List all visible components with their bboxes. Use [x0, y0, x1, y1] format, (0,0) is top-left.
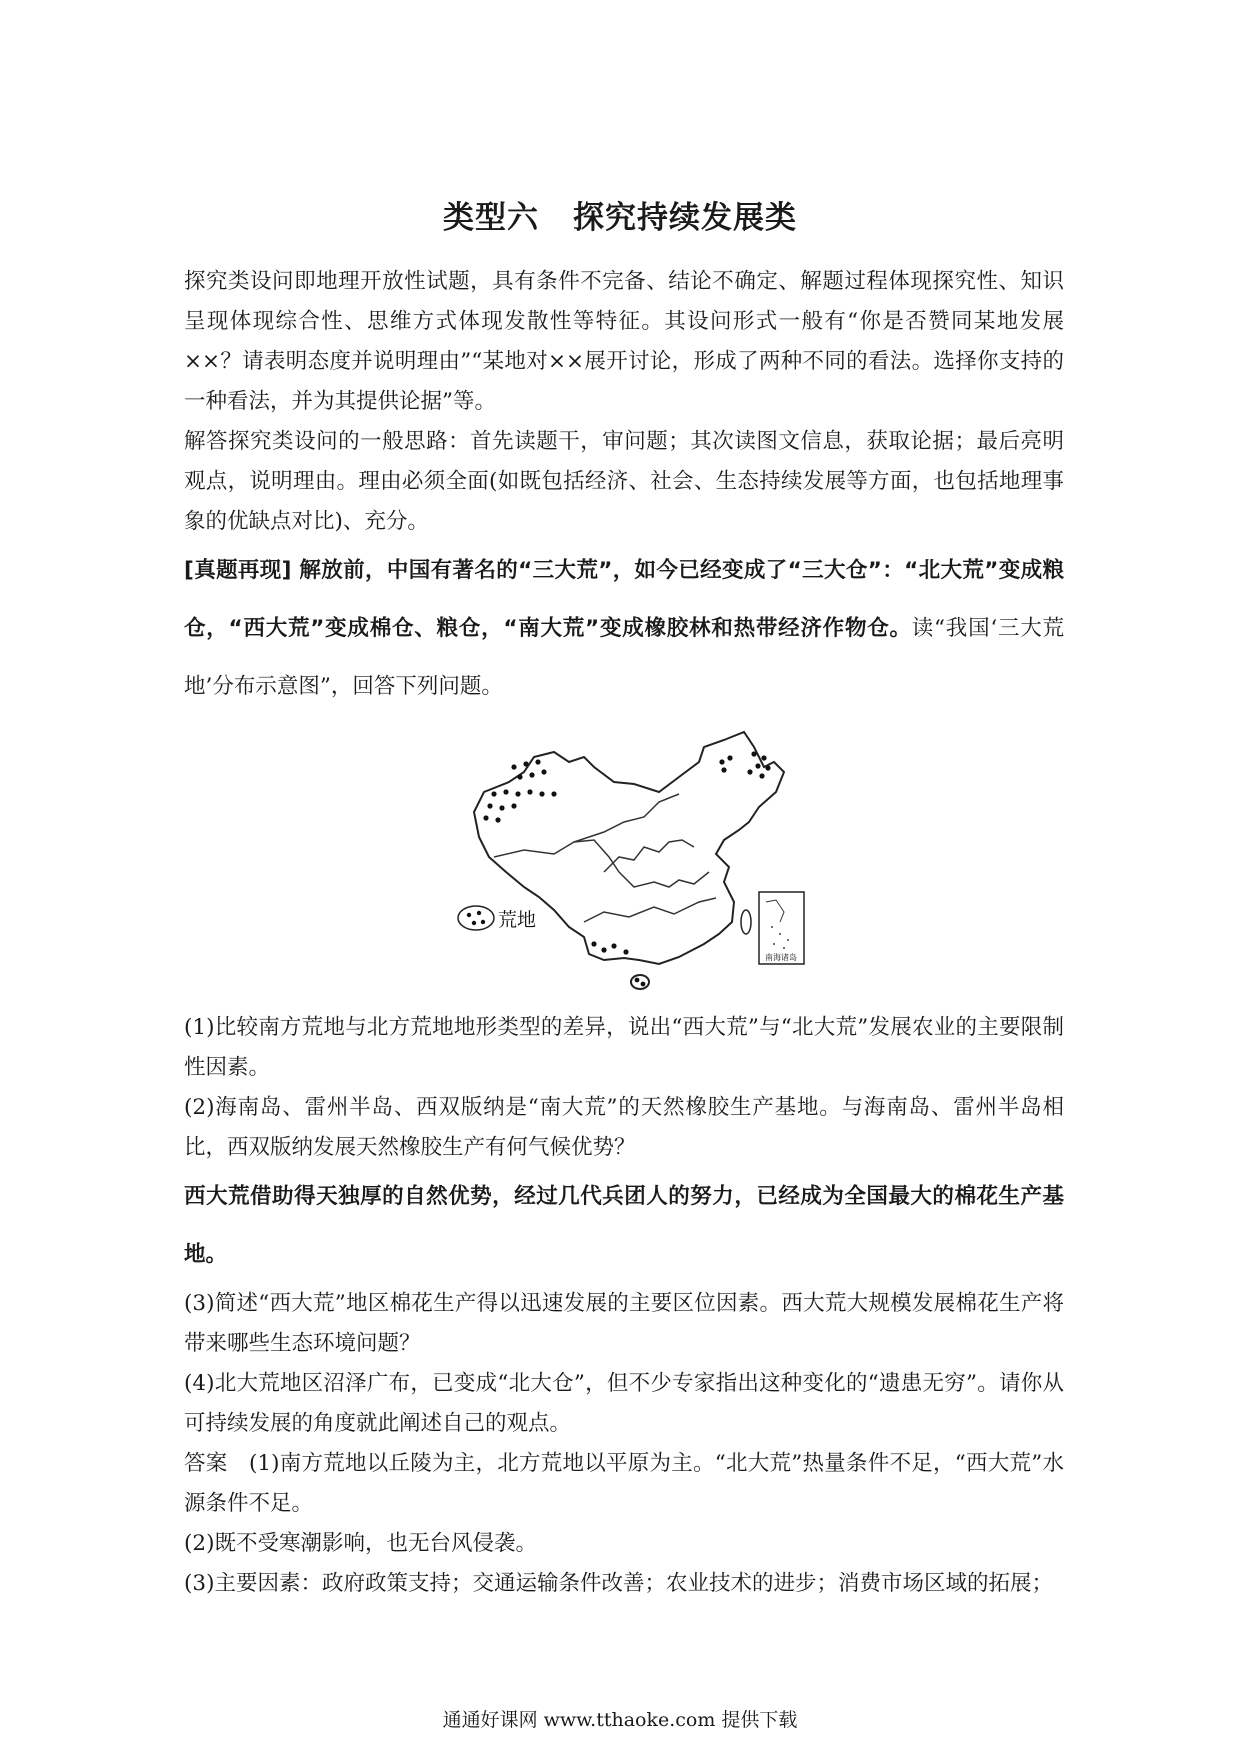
- question-stem-bold: 解放前，中国有著名的“三大荒”，如今已经变成了“三大仓”：“北大荒”变成粮仓，“西大荒”变成棉仓、粮仓，“南大荒”变成橡胶林和热带经济作物仓。: [184, 558, 1064, 641]
- sub-question-3: (3)简述“西大荒”地区棉花生产得以迅速发展的主要区位因素。西大荒大规模发展棉花生产将带来哪些生态环境问题？: [184, 1291, 1064, 1356]
- region-line-2: [574, 794, 679, 842]
- content: [184, 262, 1064, 1604]
- river-line-2: [584, 898, 716, 922]
- wasteland-dots-west: [483, 759, 556, 822]
- answer-item-3: (3)主要因素：政府政策支持；交通运输条件改善；农业技术的进步；消费市场区域的拓展；: [184, 1571, 1053, 1596]
- river-line-1: [604, 840, 694, 872]
- region-line-1: [494, 840, 619, 872]
- wasteland-dots-south: [591, 941, 645, 986]
- answer-label: 答案: [184, 1451, 228, 1476]
- answer-item-1: [184, 1444, 1064, 1524]
- inset-label: 南海诸岛: [765, 953, 797, 962]
- legend-label: 荒地: [498, 909, 537, 931]
- intro-paragraph-2: 解答探究类设问的一般思路：首先读题干，审问题；其次读图文信息，获取论据；最后亮明观点，说明理由。理由必须全面(如既包括经济、社会、生态持续发展等方面，也包括地理事象的优缺点对比)、充分。: [184, 429, 1064, 534]
- question-stem-plain: 读“我国‘三大荒地’分布示意图”，回答下列问题。: [184, 616, 1064, 699]
- intro-paragraph-1: 探究类设问即地理开放性试题，具有条件不完备、结论不确定、解题过程体现探究性、知识呈现体现综合性、思维方式体现发散性等特征。其设问形式一般有“你是否赞同某地发展××？请表明态度并说明理由”“某地对××展开讨论，形成了两种不同的看法。选择你支持的一种看法，并为其提供论据”等。: [184, 269, 1064, 414]
- legend-symbol: [458, 906, 494, 930]
- taiwan-island: [741, 910, 751, 934]
- sub-question-2: (2)海南岛、雷州半岛、西双版纳是“南大荒”的天然橡胶生产基地。与海南岛、雷州半岛相比，西双版纳发展天然橡胶生产有何气候优势？: [184, 1095, 1064, 1160]
- title-part-2: 探究持续发展类: [573, 200, 797, 236]
- page-title: [0, 192, 1240, 237]
- sub-question-1: (1)比较南方荒地与北方荒地地形类型的差异，说出“西大荒”与“北大荒”发展农业的主要限制性因素。: [184, 1015, 1064, 1080]
- sub-question-4: (4)北大荒地区沼泽广布，已变成“北大仓”，但不少专家指出这种变化的“遗患无穷”。请你从可持续发展的角度就此阐述自己的观点。: [184, 1371, 1064, 1436]
- question-stem: [184, 542, 1064, 716]
- page-footer: 通通好课网 www.tthaoke.com 提供下载: [442, 1709, 798, 1731]
- answer-text-1: (1)南方荒地以丘陵为主，北方荒地以平原为主。“北大荒”热量条件不足，“西大荒”水源条件不足。: [184, 1451, 1064, 1516]
- map-figure: [184, 722, 1064, 1004]
- answer-item-2: (2)既不受寒潮影响，也无台风侵袭。: [184, 1531, 537, 1556]
- hainan-island: [631, 975, 649, 989]
- region-line-3: [619, 872, 709, 887]
- china-wasteland-map: [454, 722, 814, 1004]
- question-tag: [真题再现]: [184, 558, 292, 583]
- middle-bold-statement: 西大荒借助得天独厚的自然优势，经过几代兵团人的努力，已经成为全国最大的棉花生产基地。: [184, 1184, 1064, 1267]
- title-part-1: 类型六: [443, 200, 539, 236]
